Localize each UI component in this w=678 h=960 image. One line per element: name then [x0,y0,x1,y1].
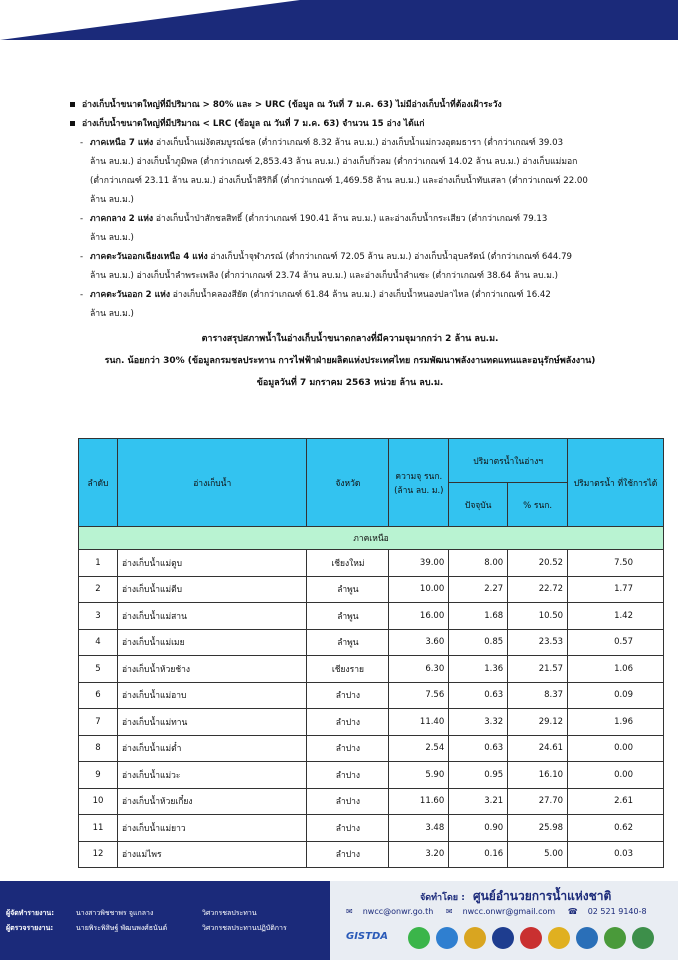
table-row [79,682,664,709]
table-row [79,815,664,842]
reservoir-name: อ่างเก็บน้ำแม่สาน [117,603,307,630]
usable-volume-cell: 0.09 [568,682,664,709]
row-number: 5 [79,656,118,683]
bullet-no-watch: อ่างเก็บน้ำขนาดใหญ่ที่มีปริมาณ > 80% และ > URC (ข้อมูล ณ วันที่ 7 ม.ค. 63) ไม่มีอ่างเก็บน้ำที่ต้องเฝ้าระวัง [70,96,630,115]
reservoir-name: อ่างเก็บน้ำแม่ต๋ำ [117,735,307,762]
region-north-summary [70,134,630,210]
partner-logo-icon [408,927,430,949]
capacity-cell: 10.00 [389,576,449,603]
phone-icon: ☎ [567,907,578,916]
province-cell: ลำพูน [307,603,389,630]
partner-logos [346,925,666,953]
usable-volume-cell: 0.03 [568,841,664,868]
partner-logo-icon [632,927,654,949]
row-number: 6 [79,682,118,709]
reservoir-name: อ่างเก็บน้ำห้วยเกี๋ยง [117,788,307,815]
percent-cell: 25.98 [508,815,568,842]
capacity-cell: 2.54 [389,735,449,762]
header-reservoir: อ่างเก็บน้ำ [117,439,307,527]
partner-logo-icon [576,927,598,949]
top-banner-cutout [0,0,300,40]
row-number: 7 [79,709,118,736]
partner-logo-icon [492,927,514,949]
email-icon: ✉ [445,907,453,916]
percent-cell: 10.50 [508,603,568,630]
contact-row [346,907,657,916]
region-line: ล้าน ลบ.ม.) [90,195,134,205]
dash-marker: - [80,214,84,224]
reservoir-name: อ่างเก็บน้ำแม่ตูบ [117,550,307,577]
table-row [79,550,664,577]
province-cell: ลำปาง [307,762,389,789]
current-volume-cell: 3.21 [449,788,508,815]
row-number: 12 [79,841,118,868]
capacity-cell: 3.48 [389,815,449,842]
capacity-cell: 3.20 [389,841,449,868]
gistda-logo: GISTDA [346,931,388,942]
usable-volume-cell: 1.42 [568,603,664,630]
region-label: ภาคเหนือ 7 แห่ง [90,138,154,148]
agency-name: ศูนย์อำนวยการน้ำแห่งชาติ [472,889,612,903]
header-usable: ปริมาตรน้ำ ที่ใช้การได้ [568,439,664,527]
percent-cell: 24.61 [508,735,568,762]
dash-marker: - [80,252,84,262]
partner-logo-icon [604,927,626,949]
region-label: ภาคตะวันออก 2 แห่ง [90,290,171,300]
reservoir-name: อ่างเก็บน้ำแม่ทาน [117,709,307,736]
usable-volume-cell: 1.06 [568,656,664,683]
table-title-line: ข้อมูลวันที่ 7 มกราคม 2563 หน่วย ล้าน ลบ.ม. [256,378,444,388]
table-row [79,656,664,683]
province-cell: ลำปาง [307,815,389,842]
province-cell: ลำปาง [307,788,389,815]
region-line: ล้าน ลบ.ม.) อ่างเก็บน้ำภูมิพล (ต่ำกว่าเกณฑ์ 2,853.43 ล้าน ลบ.ม.) อ่างเก็บกิ่วลม (ต่ำกว่าเกณฑ์ 14.02 ล้าน ลบ.ม.) อ่างเก็บแม่มอก [90,157,578,167]
percent-cell: 21.57 [508,656,568,683]
partner-logo-icon [548,927,570,949]
region-line: อ่างเก็บน้ำป่าสักชลสิทธิ์ (ต่ำกว่าเกณฑ์ 190.41 ล้าน ลบ.ม.) และอ่างเก็บน้ำกระเสียว (ต่ำกว่าเกณฑ์ 79.13 [155,214,548,224]
reviewed-role: วิศวกรชลประทานปฏิบัติการ [202,924,287,932]
province-cell: เชียงราย [307,656,389,683]
current-volume-cell: 0.63 [449,735,508,762]
region-central-summary [70,210,630,248]
percent-cell: 16.10 [508,762,568,789]
table-row [79,841,664,868]
percent-cell: 27.70 [508,788,568,815]
header-percent: % รนก. [508,483,568,527]
capacity-cell: 5.90 [389,762,449,789]
row-number: 3 [79,603,118,630]
footer [0,881,678,960]
table-title-line: รนก. น้อยกว่า 30% (ข้อมูลกรมชลประทาน การไฟฟ้าฝ่ายผลิตแห่งประเทศไทย กรมพัฒนาพลังงานทดแทนและอนุรักษ์พลังงาน) [104,356,596,366]
reservoir-name: อ่างเก็บน้ำแม่อาบ [117,682,307,709]
row-number: 11 [79,815,118,842]
table-title [70,328,630,394]
reservoir-table [78,438,664,868]
usable-volume-cell: 0.57 [568,629,664,656]
usable-volume-cell: 0.00 [568,735,664,762]
prepared-name: นางสาวพิชชาพร จูแกลาง [76,909,154,917]
province-cell: ลำปาง [307,709,389,736]
province-cell: ลำปาง [307,841,389,868]
capacity-cell: 39.00 [389,550,449,577]
dash-marker: - [80,290,84,300]
header-no: ลำดับ [79,439,118,527]
email-secondary[interactable]: nwcc.onwr@gmail.com [462,907,556,916]
reservoir-name: อ่างเก็บน้ำแม่ยาว [117,815,307,842]
prepared-role: วิศวกรชลประทาน [202,909,257,917]
partner-logo-icon [520,927,542,949]
row-number: 9 [79,762,118,789]
table-row [79,629,664,656]
current-volume-cell: 8.00 [449,550,508,577]
phone-number: 02 521 9140-8 [587,907,647,916]
current-volume-cell: 0.63 [449,682,508,709]
reviewed-name: นายพิระพิสิษฐ์ พัฒนพงศ์ธนันต์ [76,924,168,932]
table-row [79,788,664,815]
summary-section [70,96,630,394]
region-row-north: ภาคเหนือ [79,527,664,550]
current-volume-cell: 1.68 [449,603,508,630]
row-number: 8 [79,735,118,762]
percent-cell: 23.53 [508,629,568,656]
usable-volume-cell: 1.77 [568,576,664,603]
province-cell: ลำปาง [307,682,389,709]
row-number: 10 [79,788,118,815]
reservoir-name: อ่างเก็บน้ำห้วยช้าง [117,656,307,683]
reservoir-name: อ่างเก็บน้ำแม่ตีบ [117,576,307,603]
current-volume-cell: 0.90 [449,815,508,842]
reviewed-label: ผู้ตรวจรายงาน: [6,924,54,932]
reservoir-name: อ่างเก็บน้ำแม่เมย [117,629,307,656]
province-cell: เชียงใหม่ [307,550,389,577]
current-volume-cell: 0.85 [449,629,508,656]
usable-volume-cell: 2.61 [568,788,664,815]
partner-logo-icon [464,927,486,949]
percent-cell: 5.00 [508,841,568,868]
percent-cell: 29.12 [508,709,568,736]
region-northeast-summary [70,248,630,286]
region-east-summary [70,286,630,324]
current-volume-cell: 0.95 [449,762,508,789]
prepared-label: ผู้จัดทำรายงาน: [6,909,55,917]
region-line: อ่างเก็บน้ำคลองสียัด (ต่ำกว่าเกณฑ์ 61.84 ล้าน ลบ.ม.) อ่างเก็บน้ำหนองปลาไหล (ต่ำกว่าเกณฑ์ 16.42 [172,290,551,300]
region-line: ล้าน ลบ.ม.) [90,309,134,319]
table-title-line: ตารางสรุปสภาพน้ำในอ่างเก็บน้ำขนาดกลางที่มีความจุมากกว่า 2 ล้าน ลบ.ม. [201,334,499,344]
region-label: ภาคตะวันออกเฉียงเหนือ 4 แห่ง [90,252,208,262]
table-row [79,762,664,789]
agency-prefix: จัดทำโดย : [420,893,465,903]
region-line: ล้าน ลบ.ม.) [90,233,134,243]
row-number: 1 [79,550,118,577]
capacity-cell: 6.30 [389,656,449,683]
province-cell: ลำพูน [307,576,389,603]
current-volume-cell: 0.16 [449,841,508,868]
header-volume-group: ปริมาตรน้ำในอ่างฯ [449,439,568,483]
percent-cell: 22.72 [508,576,568,603]
usable-volume-cell: 0.62 [568,815,664,842]
header-capacity: ความจุ รนก. (ล้าน ลบ. ม.) [389,439,449,527]
capacity-cell: 16.00 [389,603,449,630]
header-current: ปัจจุบัน [449,483,508,527]
region-line: อ่างเก็บน้ำจุฬาภรณ์ (ต่ำกว่าเกณฑ์ 72.05 ล้าน ลบ.ม.) อ่างเก็บน้ำอุบลรัตน์ (ต่ำกว่าเกณฑ์ 644.79 [210,252,573,262]
region-line: ล้าน ลบ.ม.) อ่างเก็บน้ำลำพระเพลิง (ต่ำกว่าเกณฑ์ 23.74 ล้าน ลบ.ม.) และอ่างเก็บน้ำลำแซะ (ต่ำกว่าเกณฑ์ 38.64 ล้าน ลบ.ม.) [90,271,558,281]
email-icon: ✉ [346,907,353,916]
row-number: 4 [79,629,118,656]
percent-cell: 20.52 [508,550,568,577]
table-row [79,603,664,630]
current-volume-cell: 3.32 [449,709,508,736]
province-cell: ลำปาง [307,735,389,762]
email-primary[interactable]: nwcc@onwr.go.th [362,907,434,916]
dash-marker: - [80,138,84,148]
bullet-below-lrc: อ่างเก็บน้ำขนาดใหญ่ที่มีปริมาณ < LRC (ข้อมูล ณ วันที่ 7 ม.ค. 63) จำนวน 15 อ่าง ได้แก่ [70,115,630,134]
region-line: อ่างเก็บน้ำแม่งัดสมบูรณ์ชล (ต่ำกว่าเกณฑ์ 8.32 ล้าน ลบ.ม.) อ่างเก็บน้ำแม่กวงอุดมธารา (ต่ำกว่าเกณฑ์ 39.03 [155,138,564,148]
reservoir-name: อ่างเก็บน้ำแม่วะ [117,762,307,789]
row-number: 2 [79,576,118,603]
usable-volume-cell: 1.96 [568,709,664,736]
usable-volume-cell: 7.50 [568,550,664,577]
usable-volume-cell: 0.00 [568,762,664,789]
current-volume-cell: 1.36 [449,656,508,683]
table-row [79,709,664,736]
region-label: ภาคกลาง 2 แห่ง [90,214,154,224]
partner-logo-icon [436,927,458,949]
header-province: จังหวัด [307,439,389,527]
table-row [79,576,664,603]
capacity-cell: 11.40 [389,709,449,736]
capacity-cell: 3.60 [389,629,449,656]
reservoir-name: อ่างแม่ไพร [117,841,307,868]
capacity-cell: 7.56 [389,682,449,709]
table-row [79,735,664,762]
capacity-cell: 11.60 [389,788,449,815]
percent-cell: 8.37 [508,682,568,709]
region-line: (ต่ำกว่าเกณฑ์ 23.11 ล้าน ลบ.ม.) อ่างเก็บน้ำสิริกิติ์ (ต่ำกว่าเกณฑ์ 1,469.58 ล้าน ลบ.ม.) และอ่างเก็บน้ำทับเสลา (ต่ำกว่าเกณฑ์ 22.00 [90,176,588,186]
agency-title [420,887,611,906]
current-volume-cell: 2.27 [449,576,508,603]
province-cell: ลำพูน [307,629,389,656]
